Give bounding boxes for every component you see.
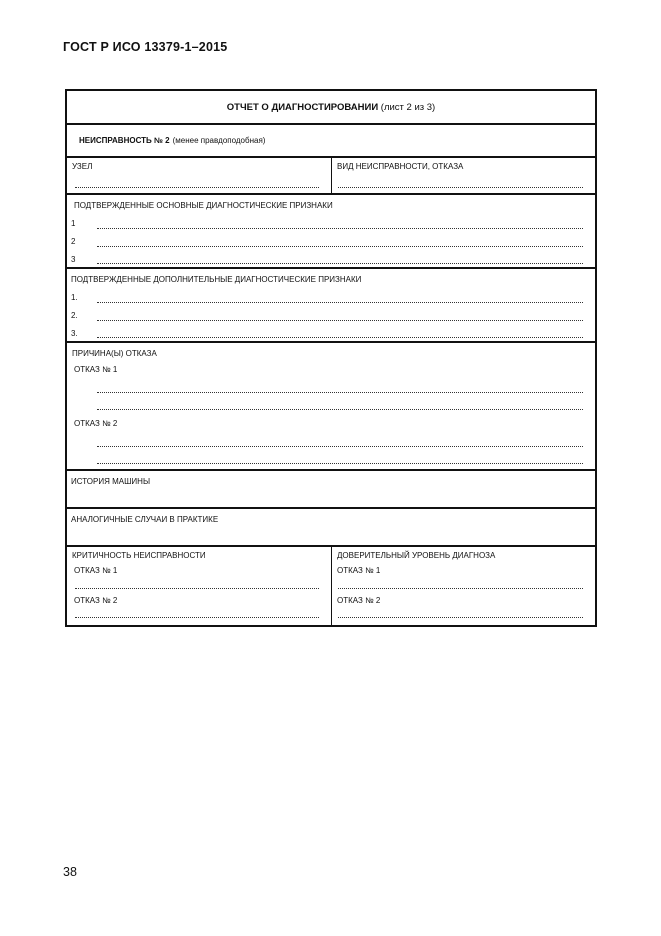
additional-sign-number: 1.	[71, 293, 78, 302]
additional-sign-field[interactable]	[97, 302, 583, 303]
page-header: ГОСТ Р ИСО 13379-1–2015	[63, 40, 228, 54]
node-cell	[67, 158, 332, 193]
fault-label: НЕИСПРАВНОСТЬ № 2	[79, 136, 170, 145]
main-sign-field[interactable]	[97, 228, 583, 229]
confidence-failure-1-label: ОТКАЗ № 1	[337, 566, 381, 575]
main-sign-number: 2	[71, 237, 76, 246]
main-sign-number: 3	[71, 255, 76, 264]
node-type-row	[67, 156, 595, 193]
confidence-cell	[332, 547, 595, 625]
additional-signs-label: ПОДТВЕРЖДЕННЫЕ ДОПОЛНИТЕЛЬНЫЕ ДИАГНОСТИЧЕСКИЕ ПРИЗНАКИ	[71, 275, 362, 284]
analogs-label: АНАЛОГИЧНЫЕ СЛУЧАИ В ПРАКТИКЕ	[71, 515, 219, 524]
node-label: УЗЕЛ	[72, 162, 93, 171]
causes-label: ПРИЧИНА(Ы) ОТКАЗА	[72, 349, 157, 358]
cause-2-field[interactable]	[97, 446, 583, 447]
causes-section	[67, 341, 595, 469]
additional-sign-field[interactable]	[97, 337, 583, 338]
history-section	[67, 469, 595, 507]
main-signs-section	[67, 193, 595, 267]
cause-1-field[interactable]	[97, 392, 583, 393]
confidence-label: ДОВЕРИТЕЛЬНЫЙ УРОВЕНЬ ДИАГНОЗА	[337, 551, 496, 560]
fault-type-field[interactable]	[338, 187, 583, 188]
criticality-label: КРИТИЧНОСТЬ НЕИСПРАВНОСТИ	[72, 551, 206, 560]
form-title-row	[67, 91, 595, 123]
main-sign-number: 1	[71, 219, 76, 228]
criticality-cell	[67, 547, 332, 625]
criticality-1-field[interactable]	[75, 588, 319, 589]
additional-signs-section	[67, 267, 595, 341]
criticality-failure-2-label: ОТКАЗ № 2	[74, 596, 118, 605]
cause-1-field[interactable]	[97, 409, 583, 410]
confidence-1-field[interactable]	[338, 588, 583, 589]
cause-2-field[interactable]	[97, 463, 583, 464]
fault-type-cell	[332, 158, 595, 193]
additional-sign-number: 3.	[71, 329, 78, 338]
form-sheet-note: (лист 2 из 3)	[380, 101, 436, 113]
page-number: 38	[63, 865, 77, 879]
main-signs-label: ПОДТВЕРЖДЕННЫЕ ОСНОВНЫЕ ДИАГНОСТИЧЕСКИЕ ПРИЗНАКИ	[74, 201, 333, 210]
fault-note: (менее правдоподобная)	[172, 136, 266, 145]
main-sign-field[interactable]	[97, 246, 583, 247]
confidence-failure-2-label: ОТКАЗ № 2	[337, 596, 381, 605]
additional-sign-field[interactable]	[97, 320, 583, 321]
failure-2-label: ОТКАЗ № 2	[74, 419, 118, 428]
failure-1-label: ОТКАЗ № 1	[74, 365, 118, 374]
criticality-confidence-row	[67, 545, 595, 625]
criticality-2-field[interactable]	[75, 617, 319, 618]
fault-row	[67, 123, 595, 156]
additional-sign-number: 2.	[71, 311, 78, 320]
node-field[interactable]	[75, 187, 319, 188]
analogs-section	[67, 507, 595, 545]
form-title: ОТЧЕТ О ДИАГНОСТИРОВАНИИ	[226, 101, 379, 113]
diagnosis-report-form	[65, 89, 597, 627]
fault-type-label: ВИД НЕИСПРАВНОСТИ, ОТКАЗА	[337, 162, 464, 171]
history-label: ИСТОРИЯ МАШИНЫ	[71, 477, 151, 486]
criticality-failure-1-label: ОТКАЗ № 1	[74, 566, 118, 575]
confidence-2-field[interactable]	[338, 617, 583, 618]
main-sign-field[interactable]	[97, 263, 583, 264]
